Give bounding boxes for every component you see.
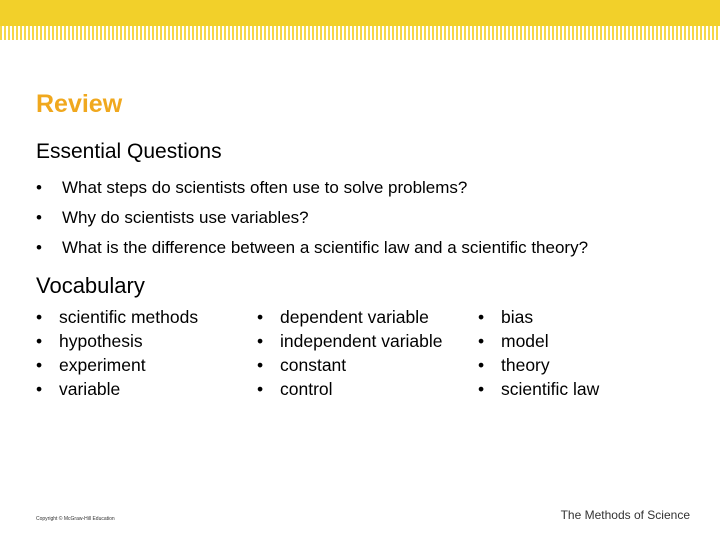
bullet-icon: • <box>478 307 485 327</box>
list-item <box>36 305 198 329</box>
vocabulary-column-3 <box>478 305 599 401</box>
vocab-term: variable <box>59 379 121 399</box>
list-item <box>36 206 588 236</box>
footer-chapter-title: The Methods of Science <box>560 508 690 522</box>
question-text: What steps do scientists often use to solve problems? <box>62 178 468 197</box>
list-item <box>257 377 443 401</box>
vocab-term: scientific law <box>501 379 600 399</box>
bullet-icon: • <box>478 379 485 399</box>
question-text: What is the difference between a scientific law and a scientific theory? <box>62 238 589 257</box>
list-item <box>36 377 198 401</box>
essential-questions-list <box>36 176 588 266</box>
vocab-term: dependent variable <box>280 307 429 327</box>
bullet-icon: • <box>36 307 43 327</box>
vocab-term: scientific methods <box>59 307 199 327</box>
list-item <box>36 329 198 353</box>
bullet-icon: • <box>36 238 42 257</box>
bullet-icon: • <box>36 178 42 197</box>
bullet-icon: • <box>478 331 485 351</box>
slide-title: Review <box>36 90 123 118</box>
vocab-term: experiment <box>59 355 146 375</box>
essential-questions-heading: Essential Questions <box>36 140 222 163</box>
bullet-icon: • <box>36 355 43 375</box>
bullet-icon: • <box>478 355 485 375</box>
list-item <box>257 329 443 353</box>
list-item <box>257 305 443 329</box>
vocab-term: independent variable <box>280 331 443 351</box>
vocabulary-column-1 <box>36 305 198 401</box>
vocab-term: constant <box>280 355 347 375</box>
bullet-icon: • <box>36 208 42 227</box>
vocab-term: hypothesis <box>59 331 143 351</box>
bullet-icon: • <box>257 355 264 375</box>
list-item <box>478 377 599 401</box>
top-decorative-band <box>0 0 720 26</box>
bullet-icon: • <box>257 379 264 399</box>
list-item <box>257 353 443 377</box>
vocabulary-heading: Vocabulary <box>36 273 145 298</box>
question-text: Why do scientists use variables? <box>62 208 309 227</box>
bullet-icon: • <box>257 331 264 351</box>
list-item <box>478 305 599 329</box>
list-item <box>36 353 198 377</box>
vocab-term: bias <box>501 307 534 327</box>
list-item <box>36 236 588 266</box>
vocabulary-column-2 <box>257 305 443 401</box>
bullet-icon: • <box>36 331 43 351</box>
vocab-term: control <box>280 379 333 399</box>
bullet-icon: • <box>36 379 43 399</box>
vocab-term: model <box>501 331 549 351</box>
top-stripe-pattern <box>0 26 720 40</box>
vocab-term: theory <box>501 355 550 375</box>
list-item <box>36 176 588 206</box>
list-item <box>478 353 599 377</box>
copyright-notice: Copyright © McGraw-Hill Education <box>36 516 115 522</box>
list-item <box>478 329 599 353</box>
bullet-icon: • <box>257 307 264 327</box>
